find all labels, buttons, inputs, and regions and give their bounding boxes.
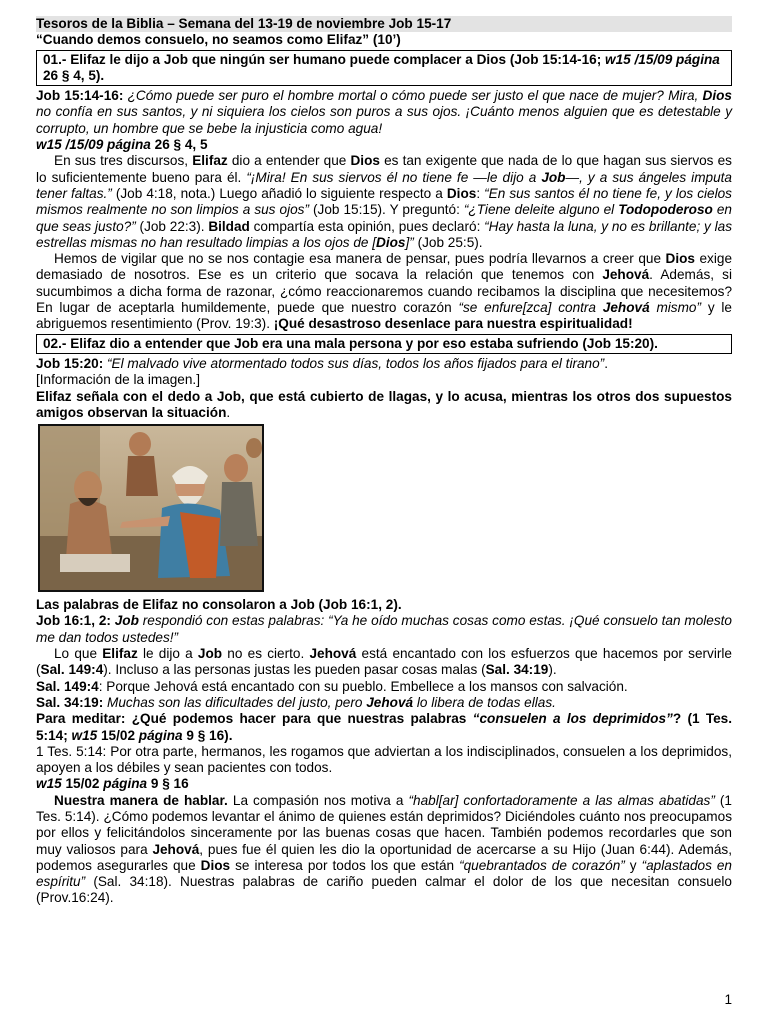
illustration-image (38, 424, 264, 592)
page-number: 1 (724, 992, 732, 1007)
scripture-sal-34: Sal. 34:19: Muchas son las dificultades del justo, pero Jehová lo libera de todas ellas. (36, 694, 556, 710)
paragraph-elifaz-discursos: En sus tres discursos, Elifaz dio a entender que Dios es tan exigente que nada de lo que hagan sus siervos es lo suficientemente bueno para él. “¡Mira! En sus siervos él no tiene fe —le dijo a Job—, y a sus ángeles imputa tener faltas.” (Job 4:18, nota.) Luego añadió lo siguiente respecto a Dios: “En sus santos él no tiene fe, y los cielos mismos realmente no son limpios a sus ojos” (Job 15:15). Y preguntó: “¿Tiene deleite alguno el Todopoderoso en que seas justo?” (Job 22:3). Bildad compartía esta opinión, pues declaró: “Hay hasta la luna, y no es brillante; y las estrellas mismas no han resultado limpias a los ojos de [Dios]” (Job 25:5). (36, 153, 732, 250)
scripture-sal-149: Sal. 149:4: Porque Jehová está encantado con su pueblo. Embellece a los mansos con salvación. (36, 678, 628, 694)
scripture-job-15-14: Job 15:14-16: ¿Cómo puede ser puro el hombre mortal o cómo puede ser justo el que nace de mujer? Mira, Dios no confía en sus santos, y ni siquiera los cielos son puros a sus ojos. ¡Cuánto menos alguien que es detestable y corrupto, un hombre que se bebe la injusticia como agua! (36, 88, 732, 136)
heading-palabras-elifaz: Las palabras de Elifaz no consolaron a Job (Job 16:1, 2). (36, 597, 402, 613)
scripture-job-16-1: Job 16:1, 2: Job respondió con estas palabras: “Ya he oído muchas cosas como estas. ¡Qué consuelo tan molesto me dan todos ustedes!” (36, 613, 732, 645)
paragraph-manera-hablar: Nuestra manera de hablar. La compasión nos motiva a “habl[ar] confortadoramente a las almas abatidas” (1 Tes. 5:14). ¿Cómo podemos levantar el ánimo de quienes están deprimidos? Diciéndoles cuánto nos preocupamos por ellos y felicitándolos sinceramente por las buenas cosas que hacen. También podemos recordarles que son muy valiosos para Jehová, pues fue él quien les dio la oportunidad de acercarse a su Hijo (Juan 6:44). Además, podemos asegurarles que Dios se interesa por todos los que están “quebrantados de corazón” y “aplastados en espíritu” (Sal. 34:18). Nuestras palabras de cariño pueden calmar el dolor de los que necesitan consuelo (Prov.16:24). (36, 792, 732, 906)
image-caption: Elifaz señala con el dedo a Job, que está cubierto de llagas, y lo acusa, mientras los otros dos supuestos amigos observan la situación. (36, 388, 732, 420)
paragraph-no-es-cierto: Lo que Elifaz le dijo a Job no es cierto. Jehová está encantado con los esfuerzos que hacemos por servirle (Sal. 149:4). Incluso a las personas justas les pueden pasar cosas malas (Sal. 34:19). (36, 646, 732, 678)
scripture-job-15-20: Job 15:20: “El malvado vive atormentado todos sus días, todos los años fijados para el tirano”. (36, 355, 608, 371)
reference-w15-2: w15 15/02 página 9 § 16 (36, 776, 189, 792)
image-info-label: [Información de la imagen.] (36, 372, 200, 388)
paragraph-vigilar: Hemos de vigilar que no se nos contagie esa manera de pensar, pues podría llevarnos a creer que Dios exige demasiado de nosotros. Ese es un criterio que socava la relación que tenemos con Jehová. Además, si sucumbimos a dicha forma de razonar, ¿cómo reaccionaremos cuando recibamos la disciplina que necesitemos? En lugar de aceptarla humildemente, puede que nuestro corazón “se enfure[zca] contra Jehová mismo” y le abriguemos resentimiento (Prov. 19:3). ¡Qué desastroso desenlace para nuestra espiritualidad! (36, 251, 733, 332)
section-header: Tesoros de la Biblia – Semana del 13-19 de noviembre Job 15-17 (36, 16, 732, 32)
scripture-1-tes: 1 Tes. 5:14: Por otra parte, hermanos, les rogamos que adviertan a los indisciplinados, consuelen a los deprimidos, apoyen a los débiles y sean pacientes con todos. (36, 743, 732, 776)
reference-w15-1: w15 /15/09 página 26 § 4, 5 (36, 137, 208, 153)
section-title: “Cuando demos consuelo, no seamos como Elifaz” (10’) (36, 32, 401, 48)
document-page (36, 16, 732, 907)
point-box-2: 02.- Elifaz dio a entender que Job era una mala persona y por eso estaba sufriendo (Job 15:20). (36, 334, 732, 354)
meditate-question: Para meditar: ¿Qué podemos hacer para que nuestras palabras “consuelen a los deprimidos”? (1 Tes. 5:14; w15 15/02 página 9 § 16). (36, 711, 733, 743)
point-box-1: 01.- Elifaz le dijo a Job que ningún ser humano puede complacer a Dios (Job 15:14-16; w15 /15/09 página 26 § 4, 5). (36, 50, 732, 87)
